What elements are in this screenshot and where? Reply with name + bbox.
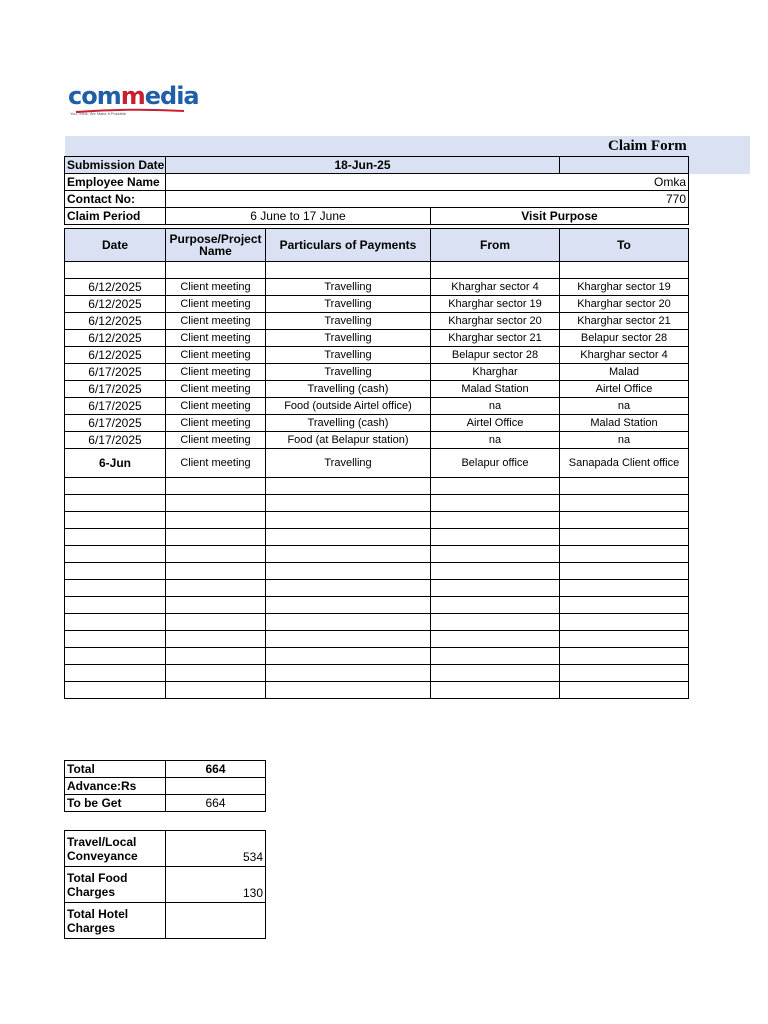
table-row-empty	[65, 631, 689, 648]
cell-from[interactable]: na	[431, 432, 560, 449]
submission-date-extra[interactable]	[560, 157, 689, 174]
table-row-empty	[65, 580, 689, 597]
cell-purpose[interactable]: Client meeting	[166, 398, 266, 415]
col-header-purpose: Purpose/Project Name	[166, 229, 266, 262]
cell-particulars[interactable]: Food (at Belapur station)	[266, 432, 431, 449]
cell-date[interactable]: 6/17/2025	[65, 381, 166, 398]
logo-wordmark	[68, 82, 199, 110]
cell-purpose[interactable]: Client meeting	[166, 296, 266, 313]
table-row-empty	[65, 614, 689, 631]
table-row-empty	[65, 529, 689, 546]
total-label: Total	[65, 761, 166, 778]
travel-row	[65, 831, 266, 867]
cell-particulars[interactable]: Food (outside Airtel office)	[266, 398, 431, 415]
table-row	[65, 398, 689, 415]
table-row-empty	[65, 512, 689, 529]
col-header-to: To	[560, 229, 689, 262]
claim-period-row	[65, 208, 689, 225]
col-header-particulars: Particulars of Payments	[266, 229, 431, 262]
contact-value[interactable]: 770	[166, 191, 689, 208]
cell-to[interactable]: Sanapada Client office	[560, 449, 689, 478]
hotel-label: Total Hotel Charges	[65, 903, 166, 939]
hotel-row	[65, 903, 266, 939]
table-row	[65, 415, 689, 432]
col-header-from: From	[431, 229, 560, 262]
cell-purpose[interactable]: Client meeting	[166, 432, 266, 449]
cell-date[interactable]: 6/12/2025	[65, 330, 166, 347]
totals-table	[64, 760, 266, 812]
cell-purpose[interactable]: Client meeting	[166, 313, 266, 330]
employee-name-label: Employee Name	[65, 174, 166, 191]
cell-particulars[interactable]: Travelling (cash)	[266, 415, 431, 432]
advance-label: Advance:Rs	[65, 778, 166, 795]
travel-value[interactable]: 534	[166, 831, 266, 867]
logo-part-1: com	[68, 82, 121, 110]
table-row-empty	[65, 478, 689, 495]
cell-from[interactable]: Kharghar sector 4	[431, 279, 560, 296]
cell-from[interactable]: Malad Station	[431, 381, 560, 398]
total-row	[65, 761, 266, 778]
cell-particulars[interactable]: Travelling	[266, 330, 431, 347]
cell-to[interactable]: Malad	[560, 364, 689, 381]
table-row	[65, 313, 689, 330]
cell-purpose[interactable]: Client meeting	[166, 364, 266, 381]
cell-to[interactable]: Airtel Office	[560, 381, 689, 398]
logo-part-2: m	[120, 82, 145, 110]
table-row	[65, 279, 689, 296]
employee-name-value[interactable]: Omka	[166, 174, 689, 191]
cell-date[interactable]: 6/12/2025	[65, 296, 166, 313]
table-row	[65, 449, 689, 478]
company-logo	[68, 82, 199, 120]
cell-particulars[interactable]: Travelling	[266, 364, 431, 381]
cell-purpose[interactable]: Client meeting	[166, 279, 266, 296]
table-row-blank-top	[65, 262, 689, 279]
claim-period-label: Claim Period	[65, 208, 166, 225]
table-row-empty	[65, 563, 689, 580]
submission-date-value[interactable]: 18-Jun-25	[166, 157, 560, 174]
cell-from[interactable]: Airtel Office	[431, 415, 560, 432]
cell-particulars[interactable]: Travelling	[266, 313, 431, 330]
cell-date[interactable]: 6/17/2025	[65, 415, 166, 432]
cell-date[interactable]: 6/17/2025	[65, 364, 166, 381]
table-row-empty	[65, 546, 689, 563]
table-row	[65, 347, 689, 364]
cell-date[interactable]: 6/12/2025	[65, 347, 166, 364]
cell-date[interactable]: 6/17/2025	[65, 432, 166, 449]
cell-to[interactable]: na	[560, 398, 689, 415]
logo-tagline: You Think, We Make it Possible	[70, 111, 126, 116]
table-row-empty	[65, 682, 689, 699]
cell-from[interactable]: Belapur sector 28	[431, 347, 560, 364]
cell-to[interactable]: Kharghar sector 20	[560, 296, 689, 313]
table-row	[65, 432, 689, 449]
charges-table	[64, 830, 266, 939]
cell-particulars[interactable]: Travelling	[266, 347, 431, 364]
cell-from[interactable]: Kharghar	[431, 364, 560, 381]
submission-date-label: Submission Date	[65, 157, 166, 174]
expense-header-row	[65, 229, 689, 262]
food-label: Total Food Charges	[65, 867, 166, 903]
contact-label: Contact No:	[65, 191, 166, 208]
cell-to[interactable]: Belapur sector 28	[560, 330, 689, 347]
cell-purpose[interactable]: Client meeting	[166, 449, 266, 478]
cell-date[interactable]: 6/12/2025	[65, 279, 166, 296]
cell-purpose[interactable]: Client meeting	[166, 330, 266, 347]
expense-table	[64, 228, 689, 699]
info-table	[64, 156, 689, 225]
cell-from[interactable]: Kharghar sector 20	[431, 313, 560, 330]
advance-value[interactable]	[166, 778, 266, 795]
cell-particulars[interactable]: Travelling (cash)	[266, 381, 431, 398]
hotel-value[interactable]	[166, 903, 266, 939]
cell-date[interactable]: 6/17/2025	[65, 398, 166, 415]
table-row	[65, 381, 689, 398]
cell-from[interactable]: Kharghar sector 21	[431, 330, 560, 347]
cell-from[interactable]: na	[431, 398, 560, 415]
cell-purpose[interactable]: Client meeting	[166, 415, 266, 432]
logo-part-3: edia	[144, 82, 199, 110]
cell-purpose[interactable]: Client meeting	[166, 347, 266, 364]
visit-purpose-label: Visit Purpose	[431, 208, 689, 225]
table-row-empty	[65, 665, 689, 682]
employee-name-row	[65, 174, 689, 191]
to-be-get-row	[65, 795, 266, 812]
cell-from[interactable]: Kharghar sector 19	[431, 296, 560, 313]
table-row	[65, 296, 689, 313]
food-value[interactable]: 130	[166, 867, 266, 903]
claim-period-value[interactable]: 6 June to 17 June	[166, 208, 431, 225]
to-be-get-value[interactable]: 664	[166, 795, 266, 812]
cell-to[interactable]: Malad Station	[560, 415, 689, 432]
form-title: Claim Form	[608, 138, 687, 154]
table-row-empty	[65, 648, 689, 665]
cell-to[interactable]: na	[560, 432, 689, 449]
table-row	[65, 364, 689, 381]
cell-particulars[interactable]: Travelling	[266, 449, 431, 478]
table-row	[65, 330, 689, 347]
cell-particulars[interactable]: Travelling	[266, 279, 431, 296]
cell-purpose[interactable]: Client meeting	[166, 381, 266, 398]
cell-date[interactable]: 6-Jun	[65, 449, 166, 478]
col-header-date: Date	[65, 229, 166, 262]
cell-from[interactable]: Belapur office	[431, 449, 560, 478]
food-row	[65, 867, 266, 903]
cell-date[interactable]: 6/12/2025	[65, 313, 166, 330]
travel-label: Travel/Local Conveyance	[65, 831, 166, 867]
table-row-empty	[65, 495, 689, 512]
submission-date-row	[65, 157, 689, 174]
total-value[interactable]: 664	[166, 761, 266, 778]
cell-particulars[interactable]: Travelling	[266, 296, 431, 313]
cell-to[interactable]: Kharghar sector 19	[560, 279, 689, 296]
cell-to[interactable]: Kharghar sector 21	[560, 313, 689, 330]
table-row-empty	[65, 597, 689, 614]
to-be-get-label: To be Get	[65, 795, 166, 812]
cell-to[interactable]: Kharghar sector 4	[560, 347, 689, 364]
advance-row	[65, 778, 266, 795]
contact-row	[65, 191, 689, 208]
